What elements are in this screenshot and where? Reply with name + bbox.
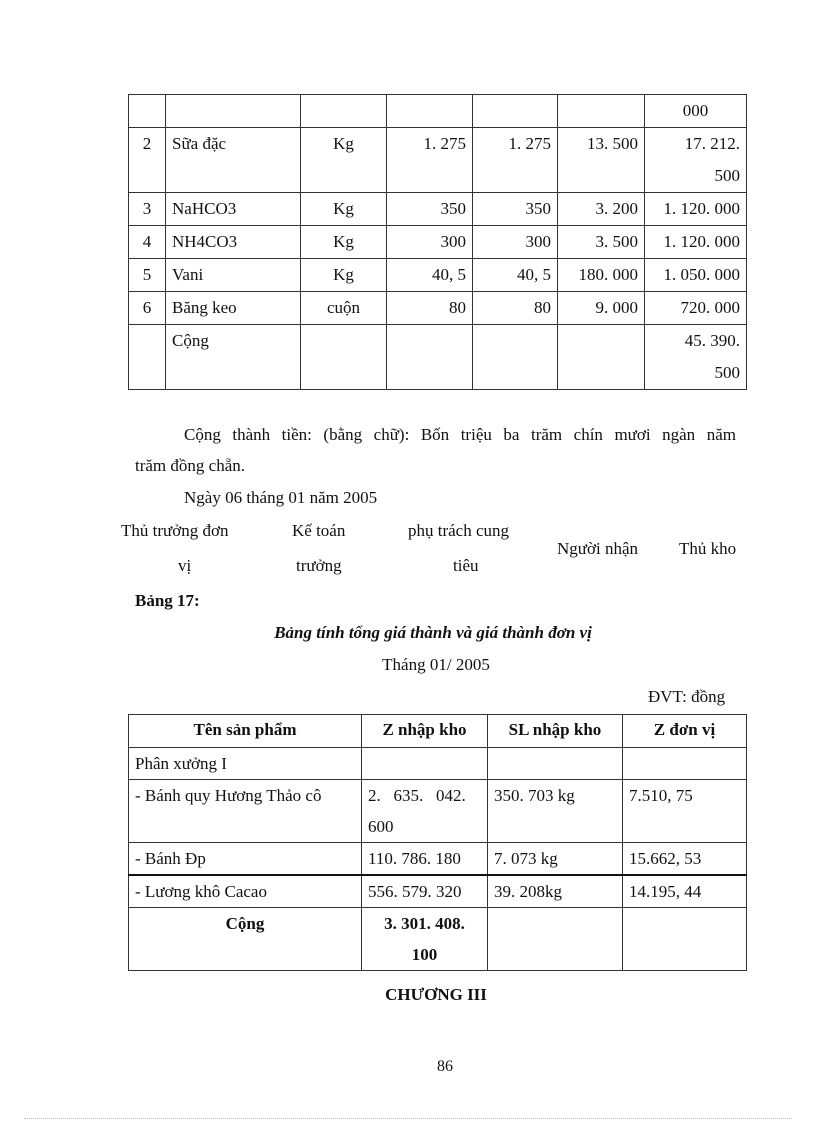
qty-cell: 40, 5 [387, 259, 473, 292]
page-number: 86 [437, 1058, 453, 1075]
z-unit-cell: 14.195, 44 [623, 875, 747, 908]
amount-cell: 1. 120. 000 [645, 193, 747, 226]
total-in-words-line-2: trăm đồng chẵn. [135, 456, 245, 475]
amount-cell: 1. 120. 000 [645, 226, 747, 259]
unit-cell: Kg [301, 226, 387, 259]
z-unit-cell: 15.662, 53 [623, 843, 747, 876]
header-z-import: Z nhập kho [362, 715, 488, 748]
qty-cell [387, 95, 473, 128]
signature-head-line-2: vị [178, 556, 192, 575]
name-cell: NaHCO3 [166, 193, 301, 226]
table-row [129, 226, 747, 259]
amount-cell [645, 128, 747, 193]
stt-cell: 2 [129, 128, 166, 193]
signature-supply-line-2: tiêu [453, 556, 479, 575]
z-cell: 110. 786. 180 [362, 843, 488, 876]
stt-cell [129, 95, 166, 128]
table-row [129, 128, 747, 193]
page-bottom-divider [24, 1118, 792, 1119]
chapter-heading: CHƯƠNG III [385, 985, 487, 1004]
header-product: Tên sản phẩm [129, 715, 362, 748]
z-cell [362, 780, 488, 843]
table-row [129, 748, 747, 780]
price-cell: 3. 200 [558, 193, 645, 226]
amount-line-2: 500 [714, 363, 740, 382]
unit-label: ĐVT: đồng [648, 687, 726, 706]
qty-cell: 1. 275 [473, 128, 558, 193]
product-cell: - Bánh Đp [129, 843, 362, 876]
qty-cell [488, 748, 623, 780]
qty-cell: 1. 275 [387, 128, 473, 193]
table-row [129, 259, 747, 292]
name-cell: Băng keo [166, 292, 301, 325]
header-z-unit: Z đơn vị [623, 715, 747, 748]
table-row [129, 325, 747, 390]
z-unit-cell [623, 748, 747, 780]
unit-cell: Kg [301, 193, 387, 226]
name-cell: NH4CO3 [166, 226, 301, 259]
qty-cell: 300 [473, 226, 558, 259]
table-label: Bảng 17: [135, 591, 200, 610]
product-cell: Phân xưởng I [129, 748, 362, 780]
stt-cell: 4 [129, 226, 166, 259]
name-cell: Sữa đặc [166, 128, 301, 193]
cost-table [128, 714, 747, 971]
signature-head-line-1: Thủ trưởng đơn [121, 521, 229, 540]
table-row [129, 780, 747, 843]
z-unit-cell: 7.510, 75 [623, 780, 747, 843]
qty-cell [473, 325, 558, 390]
table-header-row [129, 715, 747, 748]
qty-cell: 80 [387, 292, 473, 325]
signature-supply-line-1: phụ trách cung [408, 521, 510, 540]
amount-cell: 000 [645, 95, 747, 128]
header-qty-import: SL nhập kho [488, 715, 623, 748]
name-cell [166, 95, 301, 128]
unit-cell: cuộn [301, 292, 387, 325]
amount-line-2: 500 [714, 166, 740, 185]
price-cell: 9. 000 [558, 292, 645, 325]
signature-storekeeper: Thủ kho [679, 539, 737, 558]
unit-cell [301, 325, 387, 390]
signature-accountant-line-1: Kế toán [292, 521, 346, 540]
table-row [129, 193, 747, 226]
qty-cell [387, 325, 473, 390]
name-cell: Vani [166, 259, 301, 292]
amount-line-1: 17. 212. [684, 134, 740, 153]
qty-cell: 39. 208kg [488, 875, 623, 908]
amount-cell: 1. 050. 000 [645, 259, 747, 292]
price-cell: 13. 500 [558, 128, 645, 193]
total-z-cell [362, 908, 488, 971]
total-z-line-2: 100 [411, 945, 438, 964]
unit-cell [301, 95, 387, 128]
table-row [129, 843, 747, 876]
table-row [129, 875, 747, 908]
qty-cell: 40, 5 [473, 259, 558, 292]
qty-cell: 350 [387, 193, 473, 226]
product-cell: - Bánh quy Hương Thảo cô [129, 780, 362, 843]
z-line-1: 2. 635. 042. [368, 786, 466, 805]
document-date: Ngày 06 tháng 01 năm 2005 [184, 488, 378, 507]
z-cell [362, 748, 488, 780]
table-month: Tháng 01/ 2005 [382, 655, 490, 674]
signature-receiver: Người nhận [557, 539, 638, 558]
table-total-row [129, 908, 747, 971]
price-cell [558, 95, 645, 128]
qty-cell [488, 908, 623, 971]
z-unit-cell [623, 908, 747, 971]
stt-cell: 6 [129, 292, 166, 325]
unit-cell: Kg [301, 259, 387, 292]
amount-cell [645, 325, 747, 390]
product-cell: - Lương khô Cacao [129, 875, 362, 908]
table-row [129, 292, 747, 325]
total-z-line-1: 3. 301. 408. [384, 914, 465, 933]
total-label-cell: Cộng [129, 908, 362, 971]
price-cell [558, 325, 645, 390]
price-cell: 180. 000 [558, 259, 645, 292]
amount-cell: 720. 000 [645, 292, 747, 325]
qty-cell: 300 [387, 226, 473, 259]
unit-cell: Kg [301, 128, 387, 193]
table-row [129, 95, 747, 128]
qty-cell [473, 95, 558, 128]
signature-accountant-line-2: trưởng [296, 556, 342, 575]
table-title: Bảng tính tổng giá thành và giá thành đơn vị [274, 623, 592, 642]
stt-cell [129, 325, 166, 390]
stt-cell: 5 [129, 259, 166, 292]
stt-cell: 3 [129, 193, 166, 226]
price-cell: 3. 500 [558, 226, 645, 259]
qty-cell: 7. 073 kg [488, 843, 623, 876]
z-cell: 556. 579. 320 [362, 875, 488, 908]
materials-table [128, 94, 747, 390]
z-line-2: 600 [368, 817, 394, 836]
name-cell: Cộng [166, 325, 301, 390]
qty-cell: 80 [473, 292, 558, 325]
amount-line-1: 45. 390. [684, 331, 740, 350]
total-in-words-line-1: Cộng thành tiền: (bằng chữ): Bốn triệu ba trăm chín mươi ngàn năm [184, 425, 736, 444]
qty-cell: 350 [473, 193, 558, 226]
qty-cell: 350. 703 kg [488, 780, 623, 843]
